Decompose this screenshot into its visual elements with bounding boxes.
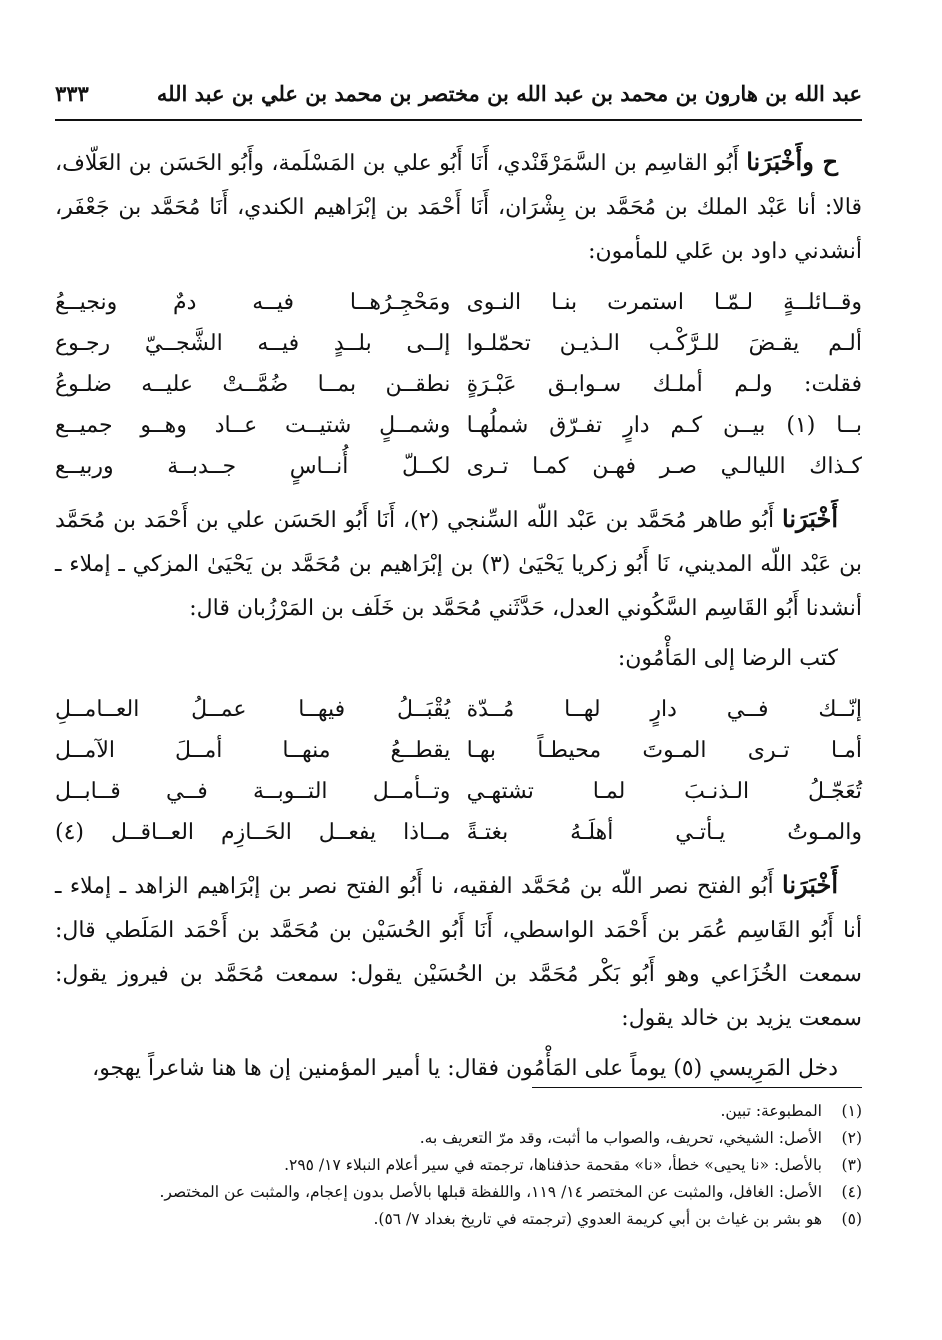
- footnote-number: (٥): [841, 1210, 862, 1228]
- footnote-text: المطبوعة: تبين.: [720, 1102, 822, 1120]
- footnote-number: (١): [841, 1102, 862, 1120]
- footnote-text: هو بشر بن غياث بن أبي كريمة العدوي (ترجمته في تاريخ بغداد ٧/ ٥٦).: [373, 1210, 822, 1228]
- footnote-number: (٤): [841, 1183, 862, 1201]
- main-text: [55, 140, 862, 1097]
- verse-second-hemistich: إلــى بلــدٍ فيــه الشَّجــيّ رجـوع: [55, 331, 451, 356]
- verse-first-hemistich: ألـم يقـضَ للـرَّكْـب الـذيـن تحمّلـوا: [466, 331, 862, 356]
- verse-first-hemistich: إنّــك فــي دارٍ لهــا مُــدّة: [466, 697, 862, 722]
- footnote: [55, 1152, 862, 1179]
- paragraph-text: كتب الرضا إلى المَأْمُون:: [617, 646, 838, 671]
- verse-second-hemistich: وتــأمــل التــوبــة فــي قــابــل: [55, 779, 451, 804]
- footnote: [55, 1125, 862, 1152]
- verse-first-hemistich: والمـوتُ يـأتـي أهلَـهُ بغتـةً: [466, 820, 862, 845]
- paragraph-lead: ح وأَخْبَرَنا: [746, 147, 838, 176]
- paragraph-5: [55, 1047, 862, 1091]
- footnote-text: بالأصل: «نا يحيى» خطأ، «نا» مقحمة حذفناها، ترجمته في سير أعلام النبلاء ١٧/ ٢٩٥.: [284, 1156, 822, 1174]
- header-rule: [55, 119, 862, 121]
- verse-second-hemistich: لكــلّ أُنــاسٍ جــدبــة وربيــع: [55, 454, 451, 479]
- verse-first-hemistich: أمـا تـرى المـوتَ محيطـاً بهـا: [466, 738, 862, 763]
- running-title: عبد الله بن هارون بن محمد بن عبد الله بن مختصر بن محمد بن علي بن عبد الله: [156, 80, 862, 106]
- paragraph-text: أَبُو طاهر مُحَمَّد بن عَبْد اللّه السِّنجي (٢)، أَنَا أَبُو الحَسَن علي بن أَحْمَد بن مُحَمَّد بن عَبْد اللّه المديني، نَا أَبُو زكريا يَحْيَىٰ (٣) بن إبْرَاهيم بن مُحَمَّد بن يَحْيَىٰ المزكي ـ إملاء ـ أنشدنا أَبُو القَاسِم السَّكُوني العدل، حَدَّثَني مُحَمَّد بن خَلَف بن المَرْزُبان قال:: [55, 508, 862, 621]
- verse-second-hemistich: نطقــن بمــا ضُمَّــتْ عليــه ضلـوعُ: [55, 372, 451, 397]
- paragraph-text: أَبُو الفتح نصر اللّه بن مُحَمَّد الفقيه، نا أَبُو الفتح نصر بن إبْرَاهيم الزاهد ـ إملاء ـ أنا أَبُو القَاسِم عُمَر بن أَحْمَد الواسطي، أَنَا أَبُو الحُسَيْن بن مُحَمَّد بن أَحْمَد المَلَطي قال: سمعت الخُزَاعي وهو أَبُو بَكْر مُحَمَّد بن الحُسَيْن يقول: سمعت مُحَمَّد بن فيروز يقول: سمعت يزيد بن خالد يقول:: [55, 874, 862, 1031]
- poem-2: [55, 689, 862, 853]
- verse-second-hemistich: يُقْبَــلُ فيهــا عمــلُ العــامــلِ: [55, 697, 451, 722]
- verse-first-hemistich: بــا (١) بيــن كـم دارٍ تفـرّق شملُهـا: [466, 413, 862, 438]
- footnote: [55, 1098, 862, 1125]
- verse: [55, 282, 862, 323]
- footnote-text: الأصل: الغافل، والمثبت عن المختصر ١٤/ ١١٩، واللفظة قبلها بالأصل بدون إعجام، والمثبت عن المختصر.: [159, 1183, 822, 1201]
- poem-1: [55, 282, 862, 487]
- verse-first-hemistich: وقــائلــةٍ لـمّـا استمرت بنـا النـوى: [466, 290, 862, 315]
- footnote-rule: [532, 1087, 862, 1088]
- verse-first-hemistich: فقلت: ولـم أملـك سـوابـق عَبْـرَةٍ: [466, 372, 862, 397]
- verse-first-hemistich: كـذاك الليالـي صـر فهـن كمـا تـرى: [466, 454, 862, 479]
- paragraph-4: [55, 863, 862, 1041]
- page-header: [55, 78, 862, 108]
- paragraph-text: أَبُو القاسِم بن السَّمَرْقَنْدي، أَنَا أَبُو علي بن المَسْلَمة، وأَبُو الحَسَن بن العَلّاف، قالا: أنا عَبْد الملك بن مُحَمَّد بن بِشْرَان، أَنَا أَحْمَد بن إبْرَاهيم الكندي، أَنَا مُحَمَّد بن جَعْفَر، أنشدني داود بن عَلي للمأمون:: [55, 151, 862, 264]
- paragraph-lead: أَخْبَرَنا: [782, 870, 838, 899]
- paragraph-lead: أَخْبَرَنا: [782, 504, 838, 533]
- verse: [55, 771, 862, 812]
- paragraph-text: دخل المَرِيسي (٥) يوماً على المَأْمُون فقال: يا أمير المؤمنين إن ها هنا شاعراً يهجو،: [92, 1056, 838, 1081]
- verse-second-hemistich: مــاذا يفعــل الحَــازِم العــاقــل (٤): [55, 820, 451, 845]
- footnote: [55, 1206, 862, 1233]
- verse: [55, 405, 862, 446]
- verse-second-hemistich: يقطــعُ منهــا أمــلَ الآمــل: [55, 738, 451, 763]
- footnote-number: (٢): [841, 1129, 862, 1147]
- page-number: ٣٣٣: [55, 80, 89, 106]
- verse: [55, 364, 862, 405]
- verse: [55, 323, 862, 364]
- verse: [55, 730, 862, 771]
- verse-first-hemistich: تُعَجّـلُ الـذنـبَ لمـا تشتهـي: [466, 779, 862, 804]
- footnote-number: (٣): [841, 1156, 862, 1174]
- paragraph-3: [55, 637, 862, 681]
- verse-second-hemistich: ومَحْجِـرُهــا فيــه دمٌ ونجيــعُ: [55, 290, 451, 315]
- paragraph-2: [55, 497, 862, 631]
- verse: [55, 812, 862, 853]
- footnotes: [55, 1098, 862, 1233]
- footnote-text: الأصل: الشيخي، تحريف، والصواب ما أثبت، وقد مرّ التعريف به.: [419, 1129, 822, 1147]
- verse-second-hemistich: وشمــلٍ شتيــت عــاد وهــو جميــع: [55, 413, 451, 438]
- verse: [55, 689, 862, 730]
- paragraph-1: [55, 140, 862, 274]
- footnote: [55, 1179, 862, 1206]
- verse: [55, 446, 862, 487]
